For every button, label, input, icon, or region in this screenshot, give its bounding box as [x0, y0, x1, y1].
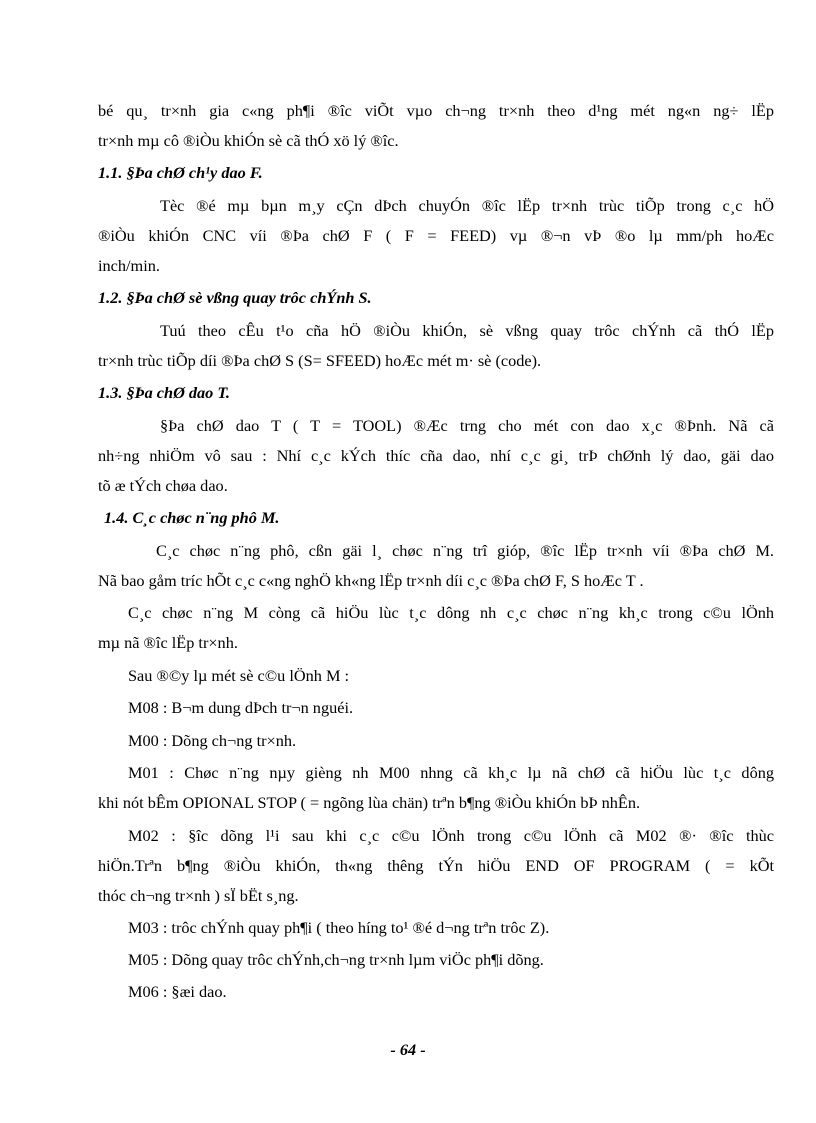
text-line: M00 : Dõng ch¬ng tr×nh.: [128, 731, 297, 750]
text-line: inch/min.: [98, 256, 160, 275]
page-number: - 64 -: [390, 1040, 426, 1059]
text-line: tr×nh trùc tiÕp díi ®Þa chØ S (S= SFEED) hoÆc mét m· sè (code).: [98, 351, 542, 370]
text-line: tõ æ tÝch chøa dao.: [98, 476, 228, 495]
text-line: Sau ®©y lµ mét sè c©u lÖnh M :: [128, 666, 350, 685]
section-heading: 1.4. C¸c chøc n¨ng phô M.: [104, 508, 280, 527]
text-line: Nã bao gåm tríc hÕt c¸c c«ng nghÖ kh«ng lËp tr×nh díi c¸c ®Þa chØ F, S hoÆc T .: [98, 571, 644, 590]
text-line: mµ nã ®îc lËp tr×nh.: [98, 633, 238, 652]
text-line: §Þa chØ dao T ( T = TOOL) ®Æc trng cho mét con dao x¸c ®Þnh. Nã cã: [160, 416, 774, 435]
text-line: thóc ch¬ng tr×nh ) sÏ bËt s¸ng.: [98, 886, 299, 905]
text-line: M01 : Chøc n¨ng nµy gièng nh M00 nhng cã kh¸c lµ nã chØ cã hiÖu lùc t¸c dông: [128, 763, 774, 782]
text-line: C¸c chøc n¨ng phô, cßn gäi l¸ chøc n¨ng trî gióp, ®îc lËp tr×nh víi ®Þa chØ M.: [156, 541, 774, 560]
text-line: M03 : trôc chÝnh quay ph¶i ( theo híng to¹ ®é d¬ng trªn trôc Z).: [128, 918, 550, 937]
text-line: Tuú theo cÊu t¹o cña hÖ ®iÒu khiÓn, sè vßng quay trôc chÝnh cã thÓ lËp: [160, 321, 774, 340]
text-line: ®iÒu khiÓn CNC víi ®Þa chØ F ( F = FEED) vµ ®¬n vÞ ®o lµ mm/ph hoÆc: [98, 226, 774, 245]
section-heading: 1.3. §Þa chØ dao T.: [98, 383, 230, 402]
text-line: C¸c chøc n¨ng M còng cã hiÖu lùc t¸c dông nh c¸c chøc n¨ng kh¸c trong c©u lÖnh: [128, 603, 774, 622]
text-line: M02 : §îc dõng l¹i sau khi c¸c c©u lÖnh trong c©u lÖnh cã M02 ®· ®îc thùc: [128, 826, 774, 845]
section-heading: 1.1. §Þa chØ ch¹y dao F.: [98, 163, 263, 182]
text-line: M06 : §æi dao.: [128, 982, 227, 1001]
text-line: M05 : Dõng quay trôc chÝnh,ch¬ng tr×nh lµm viÖc ph¶i dõng.: [128, 950, 544, 969]
section-heading: 1.2. §Þa chØ sè vßng quay trôc chÝnh S.: [98, 288, 372, 307]
text-line: nh÷ng nhiÖm vô sau : Nhí c¸c kÝch thíc cña dao, nhí c¸c gi¸ trÞ chØnh lý dao, gäi dao: [98, 446, 774, 465]
text-line: tr×nh mµ cô ®iÒu khiÓn sè cã thÓ xö lý ®îc.: [98, 131, 399, 150]
text-line: Tèc ®é mµ bµn m¸y cÇn dÞch chuyÓn ®îc lËp tr×nh trùc tiÕp trong c¸c hÖ: [160, 196, 774, 215]
text-line: bé qu¸ tr×nh gia c«ng ph¶i ®îc viÕt vµo ch¬ng tr×nh theo d¹ng mét ng«n ng÷ lËp: [98, 101, 774, 120]
text-line: M08 : B¬m dung dÞch tr¬n nguéi.: [128, 698, 354, 717]
text-line: hiÖn.Trªn b¶ng ®iÒu khiÓn, th«ng thêng tÝn hiÖu END OF PROGRAM ( = kÕt: [98, 856, 774, 875]
text-line: khi nót bÊm OPIONAL STOP ( = ngõng lùa chän) trªn b¶ng ®iÒu khiÓn bÞ nhÊn.: [98, 793, 641, 812]
